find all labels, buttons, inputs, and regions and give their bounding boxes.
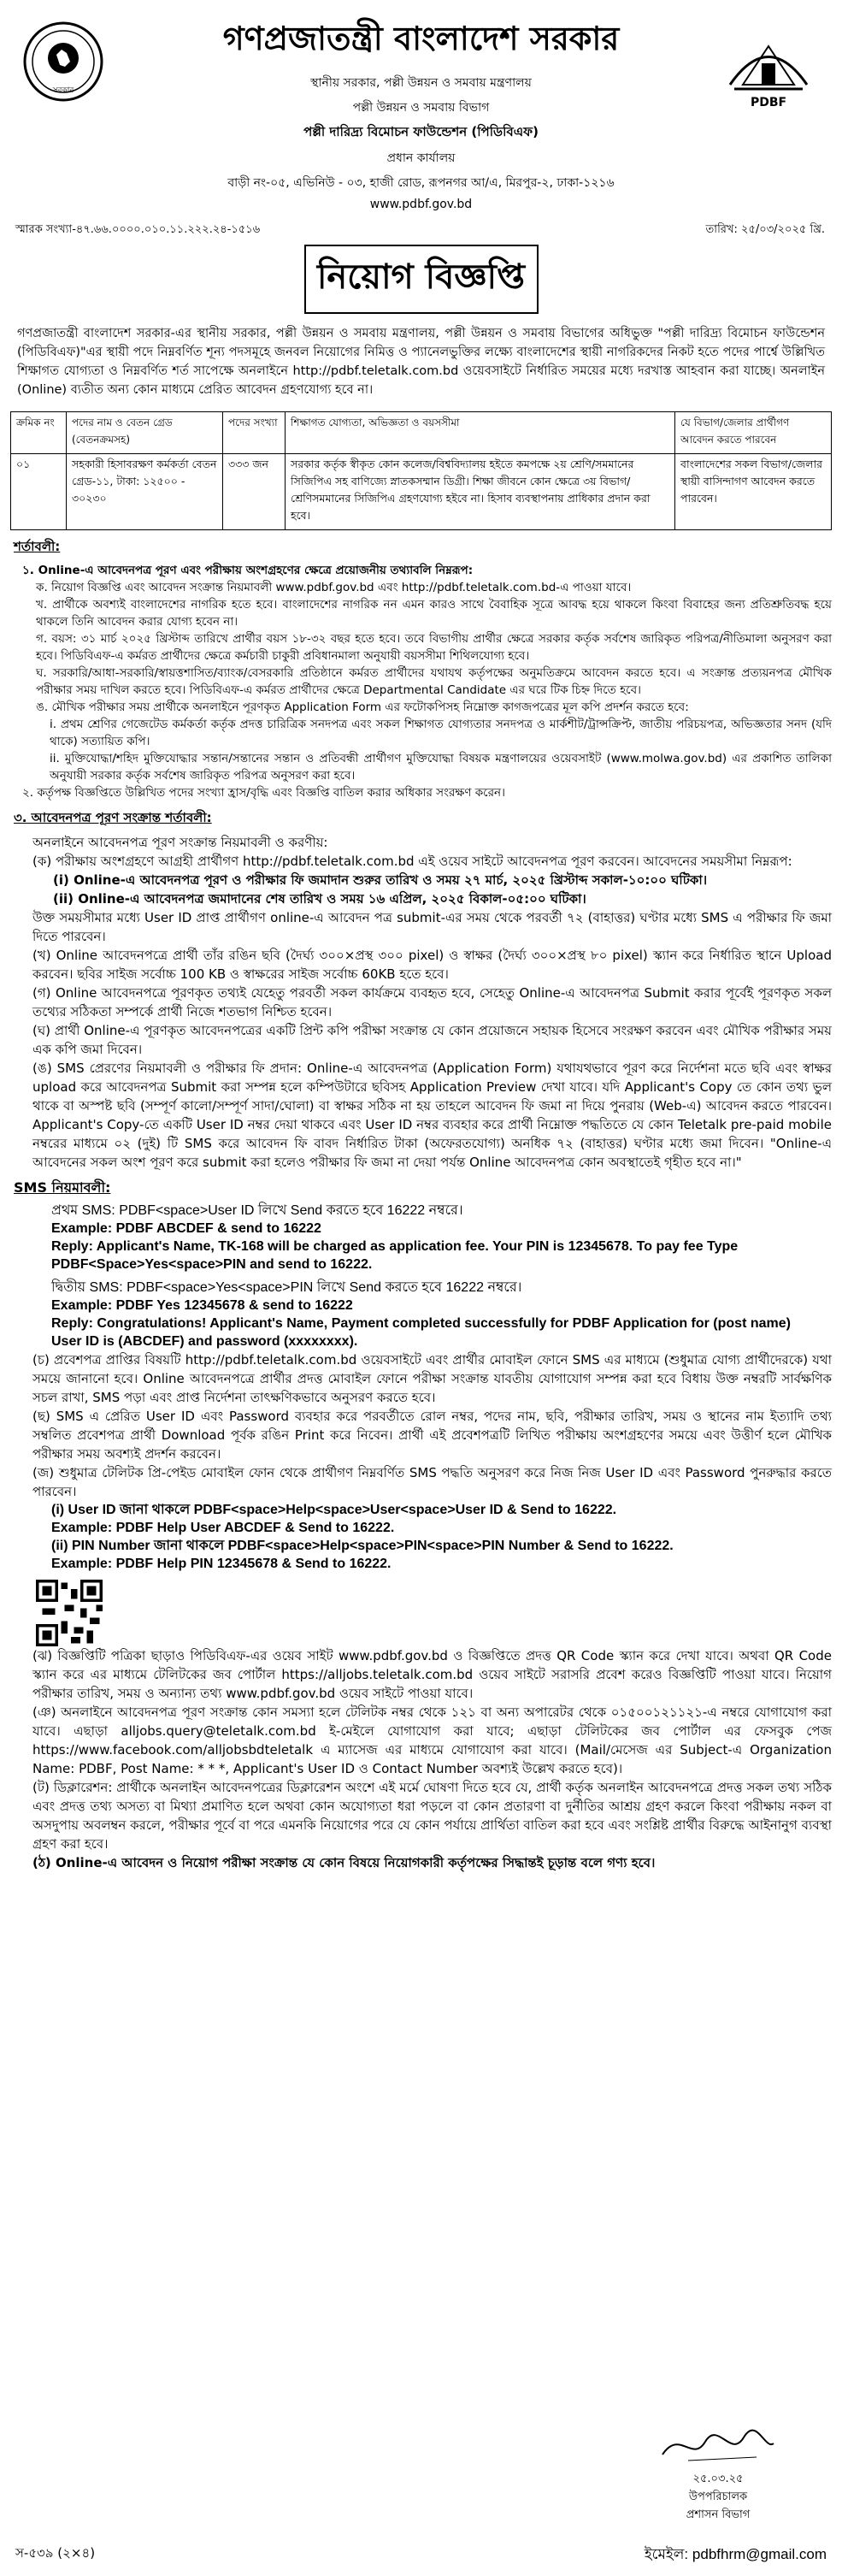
eligible-cell: বাংলাদেশের সকল বিভাগ/জেলার স্থায়ী বাসিন্দাগণ আবেদন করতে পারবেন। (675, 454, 832, 530)
condition-item: i. প্রথম শ্রেণির গেজেটেড কর্মকর্তা কর্তৃক প্রদত্ত চারিত্রিক সনদপত্র এবং সকল শিক্ষাগত যোগ্যতার সনদপত্র ও মার্কশীট/ট্রান্সক্রিপ্ট, জাতীয় পরিচয়পত্র, অভিজ্ঞতার সনদ (যদি থাকে) সত্যায়িত কপি। (50, 718, 832, 748)
apply-intro: অনলাইনে আবেদনপত্র পূরণ সংক্রান্ত নিয়মাবলী ও করণীয়: (32, 835, 328, 850)
office-name: প্রধান কার্যালয় (386, 151, 456, 165)
intro-paragraph: গণপ্রজাতন্ত্রী বাংলাদেশ সরকার-এর স্থানীয় সরকার, পল্লী উন্নয়ন ও সমবায় মন্ত্রণালয়, পল্লী উন্নয়ন ও সমবায় বিভাগের অধিভুক্ত "পল্লী দারিদ্র্য বিমোচন ফাউন্ডেশন (পিডিবিএফ)"এর স্থায়ী পদে নিম্নবর্ণিত শূন্য পদসমূহে জনবল নিয়োগের নিমিত্ত ও প্যানেলভুক্তির লক্ষ্যে বাংলাদেশের স্থায়ী নাগরিকদের নিকট হতে পদের পার্শ্বে উল্লিখিত শিক্ষাগত যোগ্যতা ও নিম্নবর্ণিত শর্ত সাপেক্ষে অনলাইনে http://pdbf.teletalk.com.bd ওয়েবসাইটে নির্ধারিত সময়ের মধ্যে দরখাস্ত আহবান করা যাচ্ছে। অনলাইন (Online) ব্যতীত অন্য কোন মাধ্যমে প্রেরিত আবেদন গ্রহণযোগ্য হবে না। (17, 327, 825, 397)
bottom-item: (ঞ) অনলাইনে আবেদনপত্র পূরণ সংক্রান্ত কোন সমস্যা হলে টেলিটক নম্বর থেকে ১২১ বা অন্য অপারেটর থেকে ০১৫০০১২১১২১-এ নম্বরে যোগাযোগ করা যাবে। এছাড়া alljobs.query@teletalk.com.bd ই-মেইলে যোগাযোগ করা যাবে; এছাড়া টেলিটকের জব পোর্টাল এর ফেসবুক পেজ https://www.facebook.com/alljobsbdteletalk এ ম্যাসেজ এর মাধ্যমে যোগাযোগ করা যাবে। (Mail/মেসেজ এর Subject-এ Organization Name: PDBF, Post Name: * * *, Applicant's User ID ও Contact Number অবশ্যই উল্লেখ করতে হবে)। (32, 1705, 832, 1776)
recovery-pin-example: Example: PDBF Help PIN 12345678 & Send to 16222. (51, 1557, 392, 1571)
qr-code-icon[interactable] (36, 1580, 103, 1646)
signature-designation: উপপরিচালক (688, 2490, 748, 2503)
sms-first-reply: Reply: Applicant's Name, TK-168 will be charged as application fee. Your PIN is 12345678. To pay fee Type PDBF<Space>Yes<space>PIN and send to 16222. (51, 1239, 739, 1272)
pdbf-logo-icon (717, 21, 820, 115)
column-header: পদের সংখ্যা (223, 412, 286, 454)
website-link[interactable]: www.pdbf.gov.bd (369, 198, 473, 211)
reference-row (10, 222, 832, 244)
column-header: যে বিভাগ/জেলার প্রার্থীগণ আবেদন করতে পারবেন (675, 412, 832, 454)
condition-item: ঘ. সরকারি/আধা-সরকারি/স্বায়ত্তশাসিত/ব্যাংক/বেসরকারি প্রতিষ্ঠানে কর্মরত প্রার্থীদের যথাযথ কর্তৃপক্ষের অনুমতিক্রমে আবেদন করতে হবে। এ সংক্রান্ত প্রত্যয়নপত্র মৌখিক পরীক্ষার সময় দাখিল করতে হবে। পিডিবিএফ-এ কর্মরত প্রার্থীদের ক্ষেত্রে Departmental Candidate এর ঘরে টিক চিহ্ন দিতে হবে। (36, 666, 832, 697)
signature-date: ২৫.০৩.২৫ (692, 2473, 744, 2485)
ministry-name: স্থানীয় সরকার, পল্লী উন্নয়ন ও সমবায় মন্ত্রণালয় (310, 76, 532, 90)
vacancy-table (10, 411, 832, 530)
count-cell: ৩৩৩ জন (223, 454, 286, 530)
qr-code-holder (36, 1580, 832, 1646)
admit-section (10, 1350, 832, 1501)
condition-item: ২. কর্তৃপক্ষ বিজ্ঞপ্তিতে উল্লিখিত পদের সংখ্যা হ্রাস/বৃদ্ধি এবং বিজ্ঞপ্তি বাতিল করার অধিকার সংরক্ষণ করেন। (22, 786, 505, 800)
apply-start-date: (i) Online-এ আবেদনপত্র পূরণ ও পরীক্ষার ফি জমাদান শুরুর তারিখ ও সময় ২৭ মার্চ, ২০২৫ খ্রিস্টাব্দ সকাল-১০:০০ ঘটিকা। (53, 872, 708, 888)
sms-second-reply: Reply: Congratulations! Applicant's Name, Payment completed successfully for PDBF Application for (post name) User ID is (ABCDEF) and password (xxxxxxxx). (51, 1316, 791, 1349)
footer-code: স-৫৩৯ (২×৪) (15, 2545, 96, 2561)
admit-item: (চ) প্রবেশপত্র প্রাপ্তির বিষয়টি http://pdbf.teletalk.com.bd ওয়েবসাইটে এবং প্রার্থীর মোবাইল ফোনে SMS এর মাধ্যমে (শুধুমাত্র যোগ্য প্রার্থীদেরকে) যথা সময়ে জানানো হবে। Online আবেদনপত্রে প্রার্থীর প্রদত্ত মোবাইল ফোনে পরীক্ষা সংক্রান্ত যাবতীয় যোগাযোগ সম্পন্ন করা হবে বিধায় উক্ত নম্বরটি সার্বক্ষণিক সচল রাখা, SMS পড়া এবং প্রাপ্ত নির্দেশনা তাৎক্ষণিকভাবে অনুসরণ করতে হবে। (32, 1352, 832, 1405)
notice-title: নিয়োগ বিজ্ঞপ্তি (304, 245, 539, 314)
column-header: ক্রমিক নং (11, 412, 67, 454)
government-title: গণপ্রজাতন্ত্রী বাংলাদেশ সরকার (222, 19, 620, 57)
recovery-rules (51, 1501, 823, 1573)
svg-text:সরকার: সরকার (52, 86, 74, 95)
table-row (11, 454, 832, 530)
post-cell: সহকারী হিসাবরক্ষণ কর্মকর্তা বেতন গ্রেড-১১, টাকা: ১২৫০০ - ৩০২৩০ (67, 454, 223, 530)
footer (10, 2544, 832, 2564)
apply-item: (খ) Online আবেদনপত্রে প্রার্থী তাঁর রঙিন ছবি (দৈর্ঘ্য ৩০০×প্রস্থ ৩০০ pixel) ও স্বাক্ষর (দৈর্ঘ্য ৩০০×প্রস্থ ৮০ pixel) স্ক্যান করে নির্ধারিত স্থানে Upload করবেন। ছবির সাইজ সর্বোচ্চ 100 KB ও স্বাক্ষরের সাইজ সর্বোচ্চ 60KB হতে হবে। (32, 948, 832, 982)
sms-rules-title: SMS নিয়মাবলী: (14, 1179, 111, 1196)
sms-second-label: দ্বিতীয় SMS: PDBF<space>Yes<space>PIN লিখে Send করতে হবে 16222 নম্বরে। (51, 1280, 522, 1295)
condition-item: ঙ. মৌখিক পরীক্ষার সময় প্রার্থীকে অনলাইনে পূরণকৃত Application Form এর ফটোকপিসহ নিম্নোক্ত কাগজপত্রের মূল কপি প্রদর্শন করতে হবে: (36, 700, 689, 714)
recovery-user-id-example: Example: PDBF Help User ABCDEF & Send to 16222. (51, 1521, 395, 1535)
apply-item: (ক) পরীক্ষায় অংশগ্রহণে আগ্রহী প্রার্থীগণ http://pdbf.teletalk.com.bd এই ওয়েব সাইটে আবেদনপত্র পূরণ করবেন। আবেদনের সময়সীমা নিম্নরূপ: (32, 854, 792, 869)
bottom-item: (ঝ) বিজ্ঞপ্তিটি পত্রিকা ছাড়াও পিডিবিএফ-এর ওয়েব সাইট www.pdbf.gov.bd ও বিজ্ঞপ্তিতে প্রদত্ত QR Code স্ক্যান করে দেখা যাবে। অথবা QR Code স্ক্যান করে এর মাধ্যমে টেলিটকের জব পোর্টাল https://alljobs.teletalk.com.bd ওয়েব সাইটে সরাসরি প্রবেশ করেও বিজ্ঞপ্তিটি পাওয়া যাবে। নিয়োগ পরীক্ষার তারিখ, সময় ও অন্যান্য তথ্য www.pdbf.gov.bd ওয়েব সাইটে পাওয়া যাবে। (32, 1648, 832, 1701)
office-address: বাড়ী নং-০৫, এভিনিউ - ০৩, হাজী রোড, রূপনগর আ/এ, মিরপুর-২, ঢাকা-১২১৬ (227, 176, 615, 190)
bottom-item: (ঠ) Online-এ আবেদন ও নিয়োগ পরীক্ষা সংক্রান্ত যে কোন বিষয়ে নিয়োগকারী কর্তৃপক্ষের সিদ্ধান্তই চূড়ান্ত বলে গণ্য হবে। (32, 1855, 656, 1870)
apply-title: ৩. আবেদনপত্র পূরণ সংক্রান্ত শর্তাবলী: (14, 810, 212, 825)
condition-item: গ. বয়স: ৩১ মার্চ ২০২৫ খ্রিস্টাব্দ তারিখে প্রার্থীর বয়স ১৮-৩২ বছর হতে হবে। তবে বিভাগীয় প্রার্থীর ক্ষেত্রে সরকার কর্তৃক সর্বশেষ জারিকৃত পরিপত্র/নীতিমালা অনুসরণ করা হবে। পিডিবিএফ-এ কর্মরত প্রার্থীদের ক্ষেত্রে কর্মচারী চাকুরী প্রবিধানমালা অনুযায়ী বয়সসীমা শিথিলযোগ্য হবে। (36, 632, 832, 663)
admit-item: (ছ) SMS এ প্রেরিত User ID এবং Password ব্যবহার করে পরবর্তীতে রোল নম্বর, পদের নাম, ছবি, পরীক্ষার তারিখ, সময় ও স্থানের নাম ইত্যাদি তথ্য সম্বলিত প্রবেশপত্র প্রার্থী Download পূর্বক রঙিন Print করে নিবেন। প্রার্থী এই প্রবেশপত্রটি লিখিত পরীক্ষায় অংশগ্রহণের সময়ে এবং উত্তীর্ণ হলে মৌখিক পরীক্ষার সময় অবশ্যই প্রদর্শন করবেন। (32, 1409, 832, 1462)
email-label: ইমেইল: (644, 2546, 689, 2562)
recovery-item: (জ) শুধুমাত্র টেলিটক প্রি-পেইড মোবাইল ফোন থেকে প্রার্থীগণ নিম্নবর্ণিত SMS পদ্ধতি অনুসরণ করে নিজ নিজ User ID এবং Password পুনরুদ্ধার করতে পারবেন। (32, 1465, 832, 1499)
condition-item: খ. প্রার্থীকে অবশ্যই বাংলাদেশের নাগরিক হতে হবে। বাংলাদেশের নাগরিক নন এমন কারও সাথে বৈবাহিক সূত্রে আবদ্ধ হয়ে থাকলে কিংবা বিবাহের জন্য প্রতিশ্রুতিবদ্ধ হয়ে থাকলে তিনি আবেদন করার যোগ্য হবেন না। (36, 598, 832, 629)
government-seal-icon (22, 21, 104, 103)
condition-item: ১. Online-এ আবেদনপত্র পূরণ এবং পরীক্ষায় অংশগ্রহণের ক্ষেত্রে প্রয়োজনীয় তথ্যাবলি নিম্নরূপ: (22, 564, 474, 577)
apply-item: (ঙ) SMS প্রেরণের নিয়মাবলী ও পরীক্ষার ফি প্রদান: Online-এ আবেদনপত্র (Application Form) যথাযথভাবে পূরণ করে নির্দেশনা মতে ছবি এবং স্বাক্ষর upload করে আবেদনপত্র Submit করা সম্পন্ন হলে কম্পিউটারে ছবিসহ Application Preview দেখা যাবে। যদি Applicant's Copy তে কোন তথ্য ভুল থাকে বা অস্পষ্ট ছবি (সম্পূর্ণ কালো/সম্পূর্ণ সাদা/ঘোলা) বা স্বাক্ষর সঠিক না হয় তাহলে আবেদন ফি জমা না দিয়ে পুনরায় (Web-এ) আবেদন করতে পারবেন। Applicant's Copy-তে একটি User ID নম্বর দেয়া থাকবে এবং User ID নম্বর ব্যবহার করে প্রার্থী নিম্নোক্ত পদ্ধতিতে যে কোন Teletalk pre-paid mobile নম্বরের মাধ্যমে ০২ (দুই) টি SMS করে আবেদন ফি বাবদ নির্ধারিত টাকা (অফেরতযোগ্য) অনধিক ৭২ (বাহাত্তর) ঘণ্টার মধ্যে জমা দিবেন। "Online-এ আবেদনের সকল অংশ পূরণ করে submit করা হলেও পরীক্ষার ফি জমা না দেয়া পর্যন্ত Online আবেদনপত্র কোন অবস্থাতেই গৃহীত হবে না।" (32, 1061, 832, 1170)
apply-item: (গ) Online আবেদনপত্রে পূরণকৃত তথ্যই যেহেতু পরবর্তী সকল কার্যক্রমে ব্যবহৃত হবে, সেহেতু Online-এ আবেদনপত্র Submit করার পূর্বেই পূরণকৃত সকল তথ্যের সঠিকতা সম্পর্কে প্রার্থী নিজে শতভাগ নিশ্চিত হবেন। (32, 985, 832, 1019)
bottom-section (10, 1646, 832, 1872)
conditions-title: শর্তাবলী: (14, 539, 61, 554)
apply-section (10, 833, 832, 1172)
signature-icon (654, 2425, 782, 2467)
bottom-item: (ট) ডিক্লারেশন: প্রার্থীকে অনলাইন আবেদনপত্রের ডিক্লারেশন অংশে এই মর্মে ঘোষণা দিতে হবে যে, প্রার্থী কর্তৃক অনলাইন আবেদনপত্রে প্রদত্ত সকল তথ্য সঠিক এবং প্রদত্ত তথ্য অসত্য বা মিথ্যা প্রমাণিত হলে অথবা কোন অযোগ্যতা ধরা পড়লে বা কোন প্রতারণা বা দুর্নীতির আশ্রয় গ্রহণ করলে কিংবা পরীক্ষায় নকল বা অসদুপায় অবলম্বন করলে, পরীক্ষার পূর্বে বা পরে এমনকি নিয়োগের পরে যে কোন পর্যায়ে প্রার্থিতা বাতিল করা হবে এবং সংশ্লিষ্ট প্রার্থীর বিরুদ্ধে আইনানুগ ব্যবস্থা গ্রহণ করা হবে। (32, 1780, 832, 1852)
footer-email (645, 2544, 827, 2567)
column-header: শিক্ষাগত যোগ্যতা, অভিজ্ঞতা ও বয়সসীমা (286, 412, 675, 454)
condition-item: ক. নিয়োগ বিজ্ঞপ্তি এবং আবেদন সংক্রান্ত নিয়মাবলী www.pdbf.gov.bd এবং http://pdbf.teletalk.com.bd-এ পাওয়া যাবে। (36, 581, 632, 594)
division-name: পল্লী উন্নয়ন ও সমবায় বিভাগ (352, 101, 490, 115)
email-address[interactable]: pdbfhrm@gmail.com (692, 2546, 827, 2562)
signature-block (620, 2425, 816, 2525)
apply-item: (ঘ) প্রার্থী Online-এ পূরণকৃত আবেদনপত্রের একটি প্রিন্ট কপি পরীক্ষা সংক্রান্ত যে কোন প্রয়োজনে সহায়ক হিসেবে সংরক্ষণ করবেন এবং মৌখিক পরীক্ষার সময় এক কপি জমা দিবেন। (32, 1023, 832, 1057)
recovery-user-id: (i) User ID জানা থাকলে PDBF<space>Help<space>User<space>User ID & Send to 16222. (51, 1503, 617, 1517)
qualification-cell: সরকার কর্তৃক স্বীকৃত কোন কলেজ/বিশ্ববিদ্যালয় হইতে কমপক্ষে ২য় শ্রেণি/সমমানের সিজিপিএ সহ বাণিজ্যে স্নাতকসম্মান ডিগ্রী। শিক্ষা জীবনে কোন ক্ষেত্রে ৩য় বিভাগ/শ্রেণিসমমানের সিজিপিএ গ্রহণযোগ্য হইবে না। হিসাব ব্যবস্থাপনায় প্রাধিকার প্রদান করা হবে। (286, 454, 675, 530)
table-header-row (11, 412, 832, 454)
signature-department: প্রশাসন বিভাগ (686, 2508, 751, 2521)
recovery-pin: (ii) PIN Number জানা থাকলে PDBF<space>Help<space>PIN<space>PIN Number & Send to 16222. (51, 1539, 674, 1553)
memo-number: স্মারক সংখ্যা-৪৭.৬৬.০০০০.০১০.১১.২২২.২৪-১৫১৬ (15, 223, 261, 236)
sms-second-example: Example: PDBF Yes 12345678 & send to 16222 (51, 1298, 353, 1313)
sms-rules (51, 1202, 823, 1350)
serial-cell: ০১ (11, 454, 67, 530)
header (10, 14, 832, 236)
foundation-name: পল্লী দারিদ্র্য বিমোচন ফাউন্ডেশন (পিডিবিএফ) (303, 124, 539, 139)
apply-end-date: (ii) Online-এ আবেদনপত্র জমাদানের শেষ তারিখ ও সময় ১৬ এপ্রিল, ২০২৫ বিকাল-০৫:০০ ঘটিকা। (53, 891, 586, 907)
sms-first-example: Example: PDBF ABCDEF & send to 16222 (51, 1221, 321, 1236)
conditions-list (10, 562, 832, 801)
sms-first-label: প্রথম SMS: PDBF<space>User ID লিখে Send করতে হবে 16222 নম্বরে। (51, 1203, 463, 1218)
apply-item: উক্ত সময়সীমার মধ্যে User ID প্রাপ্ত প্রার্থীগণ online-এ আবেদন পত্র submit-এর সময় থেকে পরবর্তী ৭২ (বাহাত্তর) ঘণ্টার মধ্যে SMS এ পরীক্ষার ফি জমা দিতে পারবেন। (32, 910, 832, 944)
notice-date: তারিখ: ২৫/০৩/২০২৫ খ্রি. (705, 223, 825, 236)
column-header: পদের নাম ও বেতন গ্রেড (বেতনক্রমসহ) (67, 412, 223, 454)
svg-text:PDBF: PDBF (750, 96, 787, 109)
condition-item: ii. মুক্তিযোদ্ধা/শহিদ মুক্তিযোদ্ধার সন্তান/সন্তানের সন্তান ও প্রতিবন্ধী প্রার্থীগণ মুক্তিযোদ্ধা বিষয়ক মন্ত্রণালয়ের ওয়েবসাইট (www.molwa.gov.bd) এর প্রকাশিত তালিকা অনুযায়ী সরকার কর্তৃক সর্বশেষ জারিকৃত পরিপত্র অনুসরণ করা হবে। (50, 752, 832, 783)
